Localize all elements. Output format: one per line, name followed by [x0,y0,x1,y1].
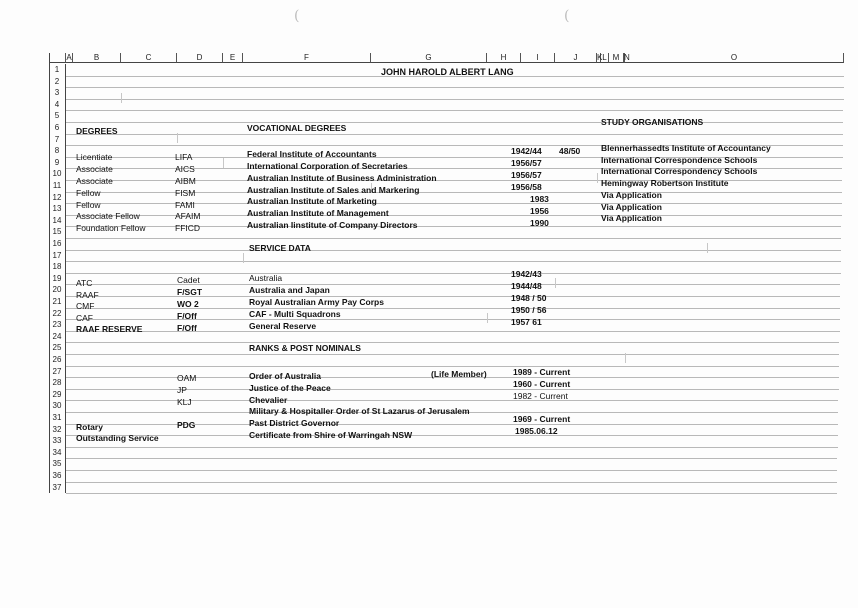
rank-abbr: OAM [177,373,197,383]
rank-org: Outstanding Service [76,433,159,443]
rank-abbr: JP [177,385,187,395]
row-gridline [66,342,839,343]
study-item: Blennerhassedts Institute of Accountancy [601,143,771,153]
degree-type: Fellow [76,188,101,198]
row-header-14[interactable]: 14 [49,215,66,227]
degree-abbr: AFAIM [175,211,201,221]
rank-years: 1989 - Current [513,367,571,377]
row-gridline [66,87,844,88]
column-header-n[interactable]: N [624,53,630,62]
row-gridline [66,458,837,459]
row-gridline [66,261,841,262]
row-header-4[interactable]: 4 [49,99,66,111]
row-header-34[interactable]: 34 [49,447,66,459]
degree-type: Licentiate [76,152,113,162]
row-gridline [66,99,844,100]
row-gridline [66,470,837,471]
row-header-32[interactable]: 32 [49,424,66,436]
row-header-21[interactable]: 21 [49,296,66,308]
study-item: Hemingway Robertson Institute [601,178,729,188]
row-header-27[interactable]: 27 [49,366,66,378]
row-gridline [66,354,839,355]
row-header-5[interactable]: 5 [49,110,66,122]
row-header-22[interactable]: 22 [49,308,66,320]
vocational-name: Australian Institute of Sales and Markering [247,185,420,195]
row-header-29[interactable]: 29 [49,389,66,401]
sheet-title: JOHN HAROLD ALBERT LANG [381,67,514,77]
row-header-35[interactable]: 35 [49,458,66,470]
rank-title: Past District Governor [249,418,340,428]
degree-abbr: LIFA [175,152,193,162]
column-header-c[interactable]: C [121,53,177,63]
scan-mark-right-icon: ( [564,8,570,24]
row-header-16[interactable]: 16 [49,238,66,250]
service-years: 1957 61 [511,317,542,327]
row-gridline [66,110,843,111]
degree-abbr: AIBM [175,176,196,186]
study-item: Via Application [601,202,662,212]
column-header-i[interactable]: I [521,53,555,63]
service-unit: RAAF [76,290,99,300]
row-header-18[interactable]: 18 [49,261,66,273]
column-header-m[interactable]: M [609,53,624,63]
row-header-25[interactable]: 25 [49,342,66,354]
study-item: International Correspondency Schools [601,166,758,176]
row-gridline [66,447,838,448]
service-years: 1942/43 [511,269,542,279]
row-header-6[interactable]: 6 [49,122,66,134]
column-gridline [555,278,556,288]
rank-org: Rotary [76,422,103,432]
degree-type: Foundation Fellow [76,223,146,233]
degree-type: Associate Fellow [76,211,140,221]
ranks-heading: RANKS & POST NOMINALS [249,343,361,353]
service-detail: General Reserve [249,321,317,331]
vocational-year: 1956/57 [511,170,542,180]
row-header-36[interactable]: 36 [49,470,66,482]
row-header-28[interactable]: 28 [49,377,66,389]
row-header-12[interactable]: 12 [49,192,66,204]
vocational-extra: 48/50 [559,146,581,156]
column-gridline [487,313,488,323]
service-unit: RAAF RESERVE [76,324,143,334]
column-gridline [121,93,122,103]
service-years: 1948 / 50 [511,293,547,303]
row-gridline [66,273,841,274]
degree-abbr: FISM [175,188,196,198]
rank-note: (Life Member) [431,369,487,379]
rank-abbr: KLJ [177,397,192,407]
service-rank: WO 2 [177,299,199,309]
study-item: Via Application [601,190,662,200]
column-gridline [177,133,178,143]
column-header-h[interactable]: H [487,53,521,63]
column-header-f[interactable]: F [243,53,371,63]
rank-title: Military & Hospitaller Order of St Lazarus of Jerusalem [249,406,470,416]
column-header-k[interactable]: K [597,53,603,62]
column-gridline [223,158,224,168]
row-gridline [66,250,841,251]
row-header-11[interactable]: 11 [49,180,66,192]
row-header-10[interactable]: 10 [49,168,66,180]
vocational-name: Australian Institute of Business Administration [247,173,437,183]
column-gridline [707,243,708,253]
row-header-33[interactable]: 33 [49,435,66,447]
spreadsheet-grid [49,53,844,528]
row-header-3[interactable]: 3 [49,87,66,99]
vocational-year: 1990 [530,218,549,228]
column-header-j[interactable]: J [555,53,597,63]
row-header-24[interactable]: 24 [49,331,66,343]
rank-title: Chevalier [249,395,288,405]
column-header-d[interactable]: D [177,53,223,63]
row-header-37[interactable]: 37 [49,482,66,494]
scan-mark-left-icon: ( [294,8,300,24]
column-gridline [597,173,598,183]
rank-title: Order of Australia [249,371,321,381]
service-detail: Australia [249,273,283,283]
rank-years: 1985.06.12 [515,426,558,436]
degree-abbr: FAMI [175,200,195,210]
vocational-year: 1956 [530,206,549,216]
row-header-15[interactable]: 15 [49,226,66,238]
vocational-year: 1983 [530,194,549,204]
row-gridline [66,435,838,436]
row-header-26[interactable]: 26 [49,354,66,366]
degree-type: Associate [76,164,113,174]
row-header-17[interactable]: 17 [49,250,66,262]
row-header-13[interactable]: 13 [49,203,66,215]
row-gridline [66,493,837,494]
rank-title: Justice of the Peace [249,383,331,393]
vocational-year: 1956/58 [511,182,542,192]
study-item: Via Application [601,213,662,223]
vocational-name: Federal Institute of Accountants [247,149,377,159]
rank-abbr: PDG [177,420,196,430]
service-detail: Australia and Japan [249,285,330,295]
service-unit: ATC [76,278,93,288]
service-unit: CMF [76,301,95,311]
row-header-8[interactable]: 8 [49,145,66,157]
row-header-2[interactable]: 2 [49,76,66,88]
vocational-name: Australian Iinstitute of Company Directors [247,220,418,230]
service-rank: Cadet [177,275,200,285]
column-header-g[interactable]: G [371,53,487,63]
vocational-name: Australian Institute of Management [247,208,389,218]
row-header-19[interactable]: 19 [49,273,66,285]
service-years: 1944/48 [511,281,542,291]
vocational-name: Australian Institute of Marketing [247,196,377,206]
service-heading: SERVICE DATA [249,243,311,253]
vocational-heading: VOCATIONAL DEGREES [247,123,347,133]
row-header-9[interactable]: 9 [49,157,66,169]
rank-title: Certificate from Shire of Warringah NSW [249,430,413,440]
degrees-heading: DEGREES [76,126,118,136]
row-header-1[interactable]: 1 [49,64,66,76]
service-years: 1950 / 56 [511,305,547,315]
service-detail: Royal Australian Army Pay Corps [249,297,384,307]
service-rank: F/SGT [177,287,203,297]
row-header-20[interactable]: 20 [49,284,66,296]
vocational-year: 1956/57 [511,158,542,168]
column-header-o[interactable]: O [625,53,844,63]
degree-abbr: FFICD [175,223,201,233]
service-detail: CAF - Multi Squadrons [249,309,341,319]
column-header-l[interactable]: L [601,53,609,63]
row-header-7[interactable]: 7 [49,134,66,146]
column-gridline [625,353,626,363]
rank-years: 1982 - Current [513,391,568,401]
row-gridline [66,366,839,367]
row-gridline [66,238,841,239]
row-header-31[interactable]: 31 [49,412,66,424]
column-header-b[interactable]: B [73,53,121,63]
column-gridline [243,253,244,263]
vocational-year: 1942/44 [511,146,542,156]
column-header-e[interactable]: E [223,53,243,63]
row-gridline [66,134,843,135]
rank-years: 1969 - Current [513,414,571,424]
degree-type: Fellow [76,200,101,210]
row-gridline [66,122,843,123]
row-gridline [66,482,837,483]
rank-years: 1960 - Current [513,379,571,389]
sheet-left-border [49,53,67,493]
service-rank: F/Off [177,311,197,321]
study-heading: STUDY ORGANISATIONS [601,117,704,127]
column-header-a[interactable]: A [66,53,72,62]
service-rank: F/Off [177,323,197,333]
degree-type: Associate [76,176,113,186]
study-item: International Correspondence Schools [601,155,758,165]
row-header-23[interactable]: 23 [49,319,66,331]
service-unit: CAF [76,313,93,323]
vocational-name: International Corporation of Secretaries [247,161,408,171]
row-header-30[interactable]: 30 [49,400,66,412]
degree-abbr: AICS [175,164,195,174]
